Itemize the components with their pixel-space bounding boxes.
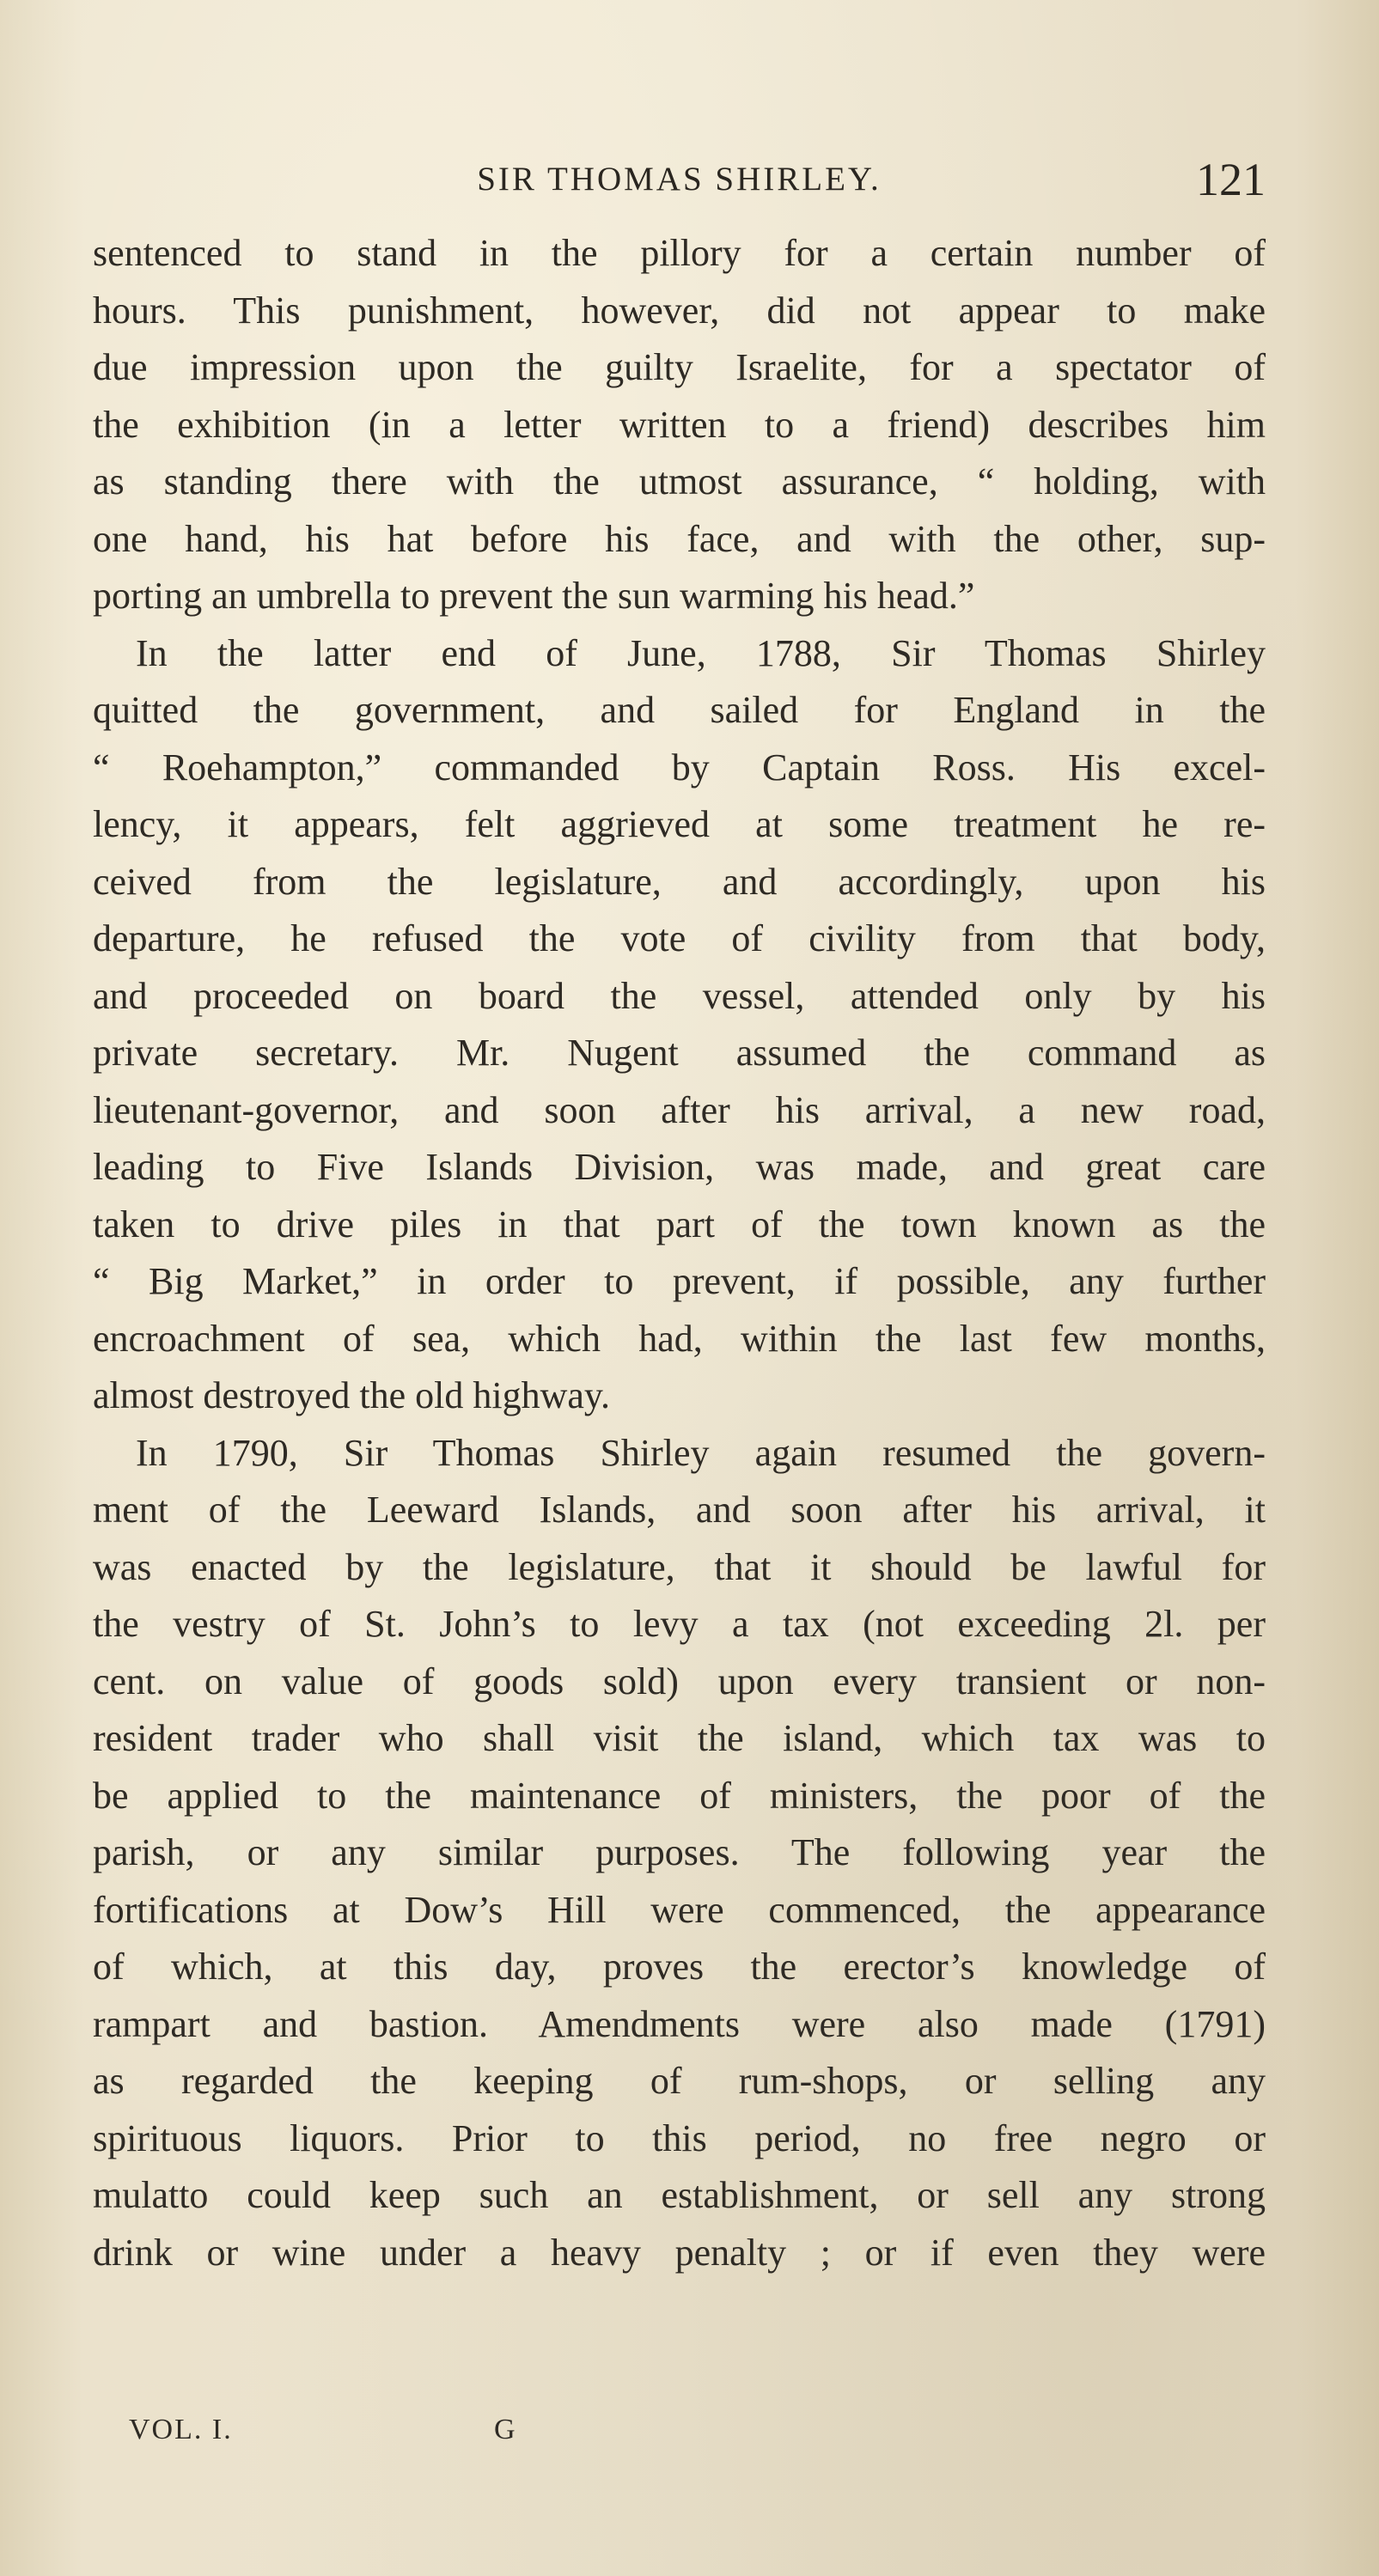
text-line: In 1790, Sir Thomas Shirley again resumed the govern- <box>136 1431 1266 1474</box>
text-line: departure, he refused the vote of civility from that body, <box>93 917 1266 959</box>
page-footer <box>129 2414 1160 2465</box>
text-line: private secretary. Mr. Nugent assumed the command as <box>93 1032 1266 1074</box>
text-line: “ Big Market,” in order to prevent, if possible, any further <box>93 1260 1266 1302</box>
text-line: one hand, his hat before his face, and with the other, sup- <box>93 517 1266 560</box>
text-line: spirituous liquors. Prior to this period, no free negro or <box>93 2116 1266 2159</box>
text-line: was enacted by the legislature, that it should be lawful for <box>93 1545 1266 1588</box>
page-number: 121 <box>1196 154 1266 205</box>
text-line: due impression upon the guilty Israelite, for a spectator of <box>93 346 1266 388</box>
text-line: taken to drive piles in that part of the town known as the <box>93 1203 1266 1245</box>
text-line: sentenced to stand in the pillory for a certain number of <box>93 232 1266 274</box>
text-line: resident trader who shall visit the island, which tax was to <box>93 1717 1266 1759</box>
text-line: parish, or any similar purposes. The following year the <box>93 1831 1266 1873</box>
text-line: the vestry of St. John’s to levy a tax (not exceeding 2l. per <box>93 1603 1266 1645</box>
text-line: as standing there with the utmost assurance, “ holding, with <box>93 460 1266 502</box>
volume-label: VOL. I. <box>129 2414 233 2445</box>
text-line: quitted the government, and sailed for England in the <box>93 689 1266 731</box>
text-line: lency, it appears, felt aggrieved at some treatment he re- <box>93 803 1266 845</box>
text-line: porting an umbrella to prevent the sun warming his head.” <box>93 575 975 617</box>
text-line: leading to Five Islands Division, was made, and great care <box>93 1146 1266 1188</box>
body-text <box>93 225 1266 2281</box>
text-line: the exhibition (in a letter written to a friend) describes him <box>93 403 1266 446</box>
running-head <box>93 153 1266 213</box>
text-line: rampart and bastion. Amendments were also made (1791) <box>93 2002 1266 2045</box>
text-line: cent. on value of goods sold) upon every transient or non- <box>93 1659 1266 1702</box>
signature-mark: G <box>494 2414 517 2445</box>
text-line: ment of the Leeward Islands, and soon after his arrival, it <box>93 1489 1266 1531</box>
text-line: mulatto could keep such an establishment, or sell any strong <box>93 2174 1266 2216</box>
text-line: be applied to the maintenance of ministers, the poor of the <box>93 1774 1266 1817</box>
text-line: almost destroyed the old highway. <box>93 1374 611 1416</box>
text-line: of which, at this day, proves the erector’s knowledge of <box>93 1946 1266 1988</box>
text-line: hours. This punishment, however, did not appear to make <box>93 289 1266 332</box>
text-line: In the latter end of June, 1788, Sir Thomas Shirley <box>136 631 1266 674</box>
text-line: as regarded the keeping of rum-shops, or selling any <box>93 2060 1266 2102</box>
text-line: lieutenant-governor, and soon after his arrival, a new road, <box>93 1088 1266 1131</box>
text-line: fortifications at Dow’s Hill were commenced, the appearance <box>93 1888 1266 1931</box>
running-title: SIR THOMAS SHIRLEY. <box>477 161 882 198</box>
text-line: ceived from the legislature, and accordingly, upon his <box>93 860 1266 903</box>
text-line: drink or wine under a heavy penalty ; or if even they were <box>93 2231 1266 2274</box>
text-line: and proceeded on board the vessel, attended only by his <box>93 974 1266 1017</box>
text-line: “ Roehampton,” commanded by Captain Ross. His excel- <box>93 746 1266 789</box>
text-line: encroachment of sea, which had, within the last few months, <box>93 1317 1266 1360</box>
